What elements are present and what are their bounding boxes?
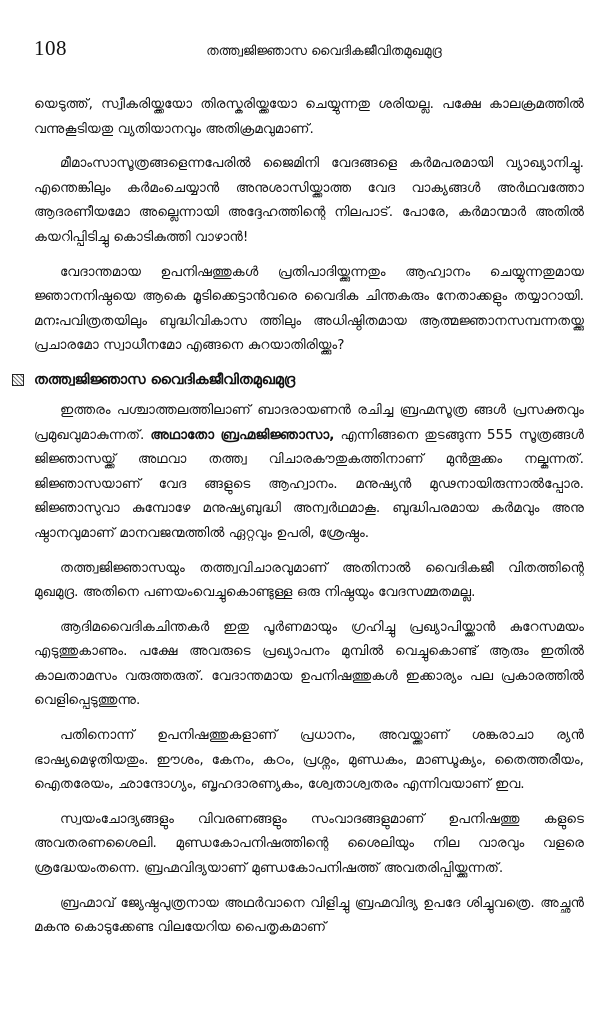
paragraph: പതിനൊന്ന് ഉപനിഷത്തുകളാണ് പ്രധാനം, അവയ്ക്കാണ് ശങ്കരാചാ ര്യൻ ഭാഷ്യമെഴുതിയതും. ഈശം, കേനം, കഠം, പ്രശ്നം, മുണ്ഡകം, മാണ്ഡൂക്യം, തൈത്തരീയം, ഐതരേയം, ഛാന്ദോഗ്യം, ബൃഹദാരണ്യകം, ശ്വേതാശ്വതരം എന്നിവയാണ് ഇവ. (34, 727, 584, 793)
running-title: തത്ത്വജിജ്ഞാസ വൈദികജീവിതമുഖമുദ്ര (206, 44, 442, 59)
section-bullet-icon (12, 374, 24, 386)
paragraph: വേദാന്തമായ ഉപനിഷത്തുകൾ പ്രതിപാദിയ്ക്കുന്നതും ആഹ്വാനം ചെയ്യുന്നതുമായ ജ്ഞാനനിഷ്ഠയെ ആകെ മൂടിക്കെട്ടാൻവരെ വൈദിക ചിന്തകരും നേതാക്കളും തയ്യാറായി. മനഃപവിത്രതയിലും ബുദ്ധിവികാസ ത്തിലും അധിഷ്ഠിതമായ ആത്മജ്ഞാനസമ്പന്നതയ്ക്കു പ്രചാരമോ സ്വാധീനമോ എങ്ങനെ കുറയാതിരിയ്ക്കും? (34, 263, 584, 354)
paragraph-text: ഇത്തരം പശ്ചാത്തലത്തിലാണ് ബാദരായണൻ രചിച്ച ബ്രഹ്മസൂത്ര ങ്ങൾ പ്രസക്തവും പ്രമുഖവുമാകുന്നത്. (34, 401, 584, 443)
paragraph-text: എന്നിങ്ങനെ തുടങ്ങുന്ന 555 സൂത്രങ്ങൾ ജിജ്ഞാസയ്ക്ക് അഥവാ തത്ത്വ വിചാരകൗതുകത്തിനാണ് മുൻതൂക്കം നല്കുന്നത്. ജിജ്ഞാസയാണ് വേദ ങ്ങളുടെ ആഹ്വാനം. മനുഷ്യൻ മുഢനായിരുന്നാൽപ്പോര. ജിജ്ഞാസുവാ കുമ്പോഴേ മനുഷ്യബുദ്ധി അന്വർഥമാകൂ. ബുദ്ധിപരമായ കർമവും അനു ഷ്ഠാനവുമാണ് മാനവജന്മത്തിൽ ഏറ്റവും ഉപരി, ശ്രേഷ്ഠം. (34, 426, 585, 541)
paragraph: യെടുത്ത്, സ്വീകരിയ്ക്കയോ തിരസ്കരിയ്ക്കയോ ചെയ്യുന്നതു ശരിയല്ല. പക്ഷേ കാലക്രമത്തിൽ വന്നുകൂടിയതു വ്യതിയാനവും അതിക്രമവുമാണ്. (34, 96, 584, 137)
section-heading (12, 368, 584, 392)
paragraph (34, 398, 584, 546)
body-text (34, 92, 584, 950)
page-number: 108 (34, 36, 67, 60)
section-heading-text: തത്ത്വജിജ്ഞാസ വൈദികജീവിതമുഖമുദ്ര (34, 371, 296, 388)
paragraph: സ്വയംചോദ്യങ്ങളും വിവരണങ്ങളും സംവാദങ്ങളുമാണ് ഉപനിഷത്തു കളുടെ അവതരണശൈലി. മുണ്ഡകോപനിഷത്തിന്റെ ശൈലിയും നില വാരവും വളരെ ശ്രദ്ധേയംതന്നെ. ബ്രഹ്മവിദ്യയാണ് മുണ്ഡകോപനിഷത്ത് അവതരിപ്പിയ്ക്കുന്നത്. (34, 810, 584, 877)
paragraph: തത്ത്വജിജ്ഞാസയും തത്ത്വവിചാരവുമാണ് അതിനാൽ വൈദികജീ വിതത്തിന്റെ മുഖമുദ്ര. അതിനെ പണയംവെച്ചുകൊണ്ടുള്ള ഒരു നിഷ്ഠയും വേദസമ്മതമല്ല. (34, 559, 584, 601)
paragraph: ബ്രഹ്മാവ് ജ്യേഷ്ഠപുത്രനായ അഥർവാനെ വിളിച്ചു ബ്രഹ്മവിദ്യ ഉപദേ ശിച്ചുവത്രെ. അച്ഛൻ മകനു കൊടുക്കേണ്ട വിലയേറിയ പൈതൃകമാണ് (34, 894, 584, 936)
sutra-quote: അഥാതോ ബ്രഹ്മജിജ്ഞാസാ, (150, 426, 335, 443)
paragraph: ആദിമവൈദികചിന്തകർ ഇതു പൂർണമായും ഗ്രഹിച്ചു പ്രഖ്യാപിയ്ക്കാൻ കുറേസമയം എടുത്തുകാണും. പക്ഷേ അവരുടെ പ്രഖ്യാപനം മുമ്പിൽ വെച്ചുകൊണ്ട് ആരും ഇതിൽ കാലതാമസം വരുത്തരുത്. വേദാന്തമായ ഉപനിഷത്തുകൾ ഇക്കാര്യം പല പ്രകാരത്തിൽ വെളിപ്പെടുത്തുന്നു. (34, 618, 584, 709)
page-header (34, 0, 584, 60)
paragraph: മീമാംസാസൂത്രങ്ങളെന്നപേരിൽ ജൈമിനി വേദങ്ങളെ കർമപരമായി വ്യാഖ്യാനിച്ചു. എന്തെങ്കിലും കർമംചെയ്യാൻ അനുശാസിയ്ക്കാത്ത വേദ വാക്യങ്ങൾ അർഥവത്തോ ആദരണീയമോ അല്ലെന്നായി അദ്ദേഹത്തിന്റെ നിലപാട്. പോരേ, കർമാന്മാർ അതിൽ കയറിപ്പിടിച്ചു കൊടികുത്തി വാഴാൻ! (34, 155, 584, 245)
